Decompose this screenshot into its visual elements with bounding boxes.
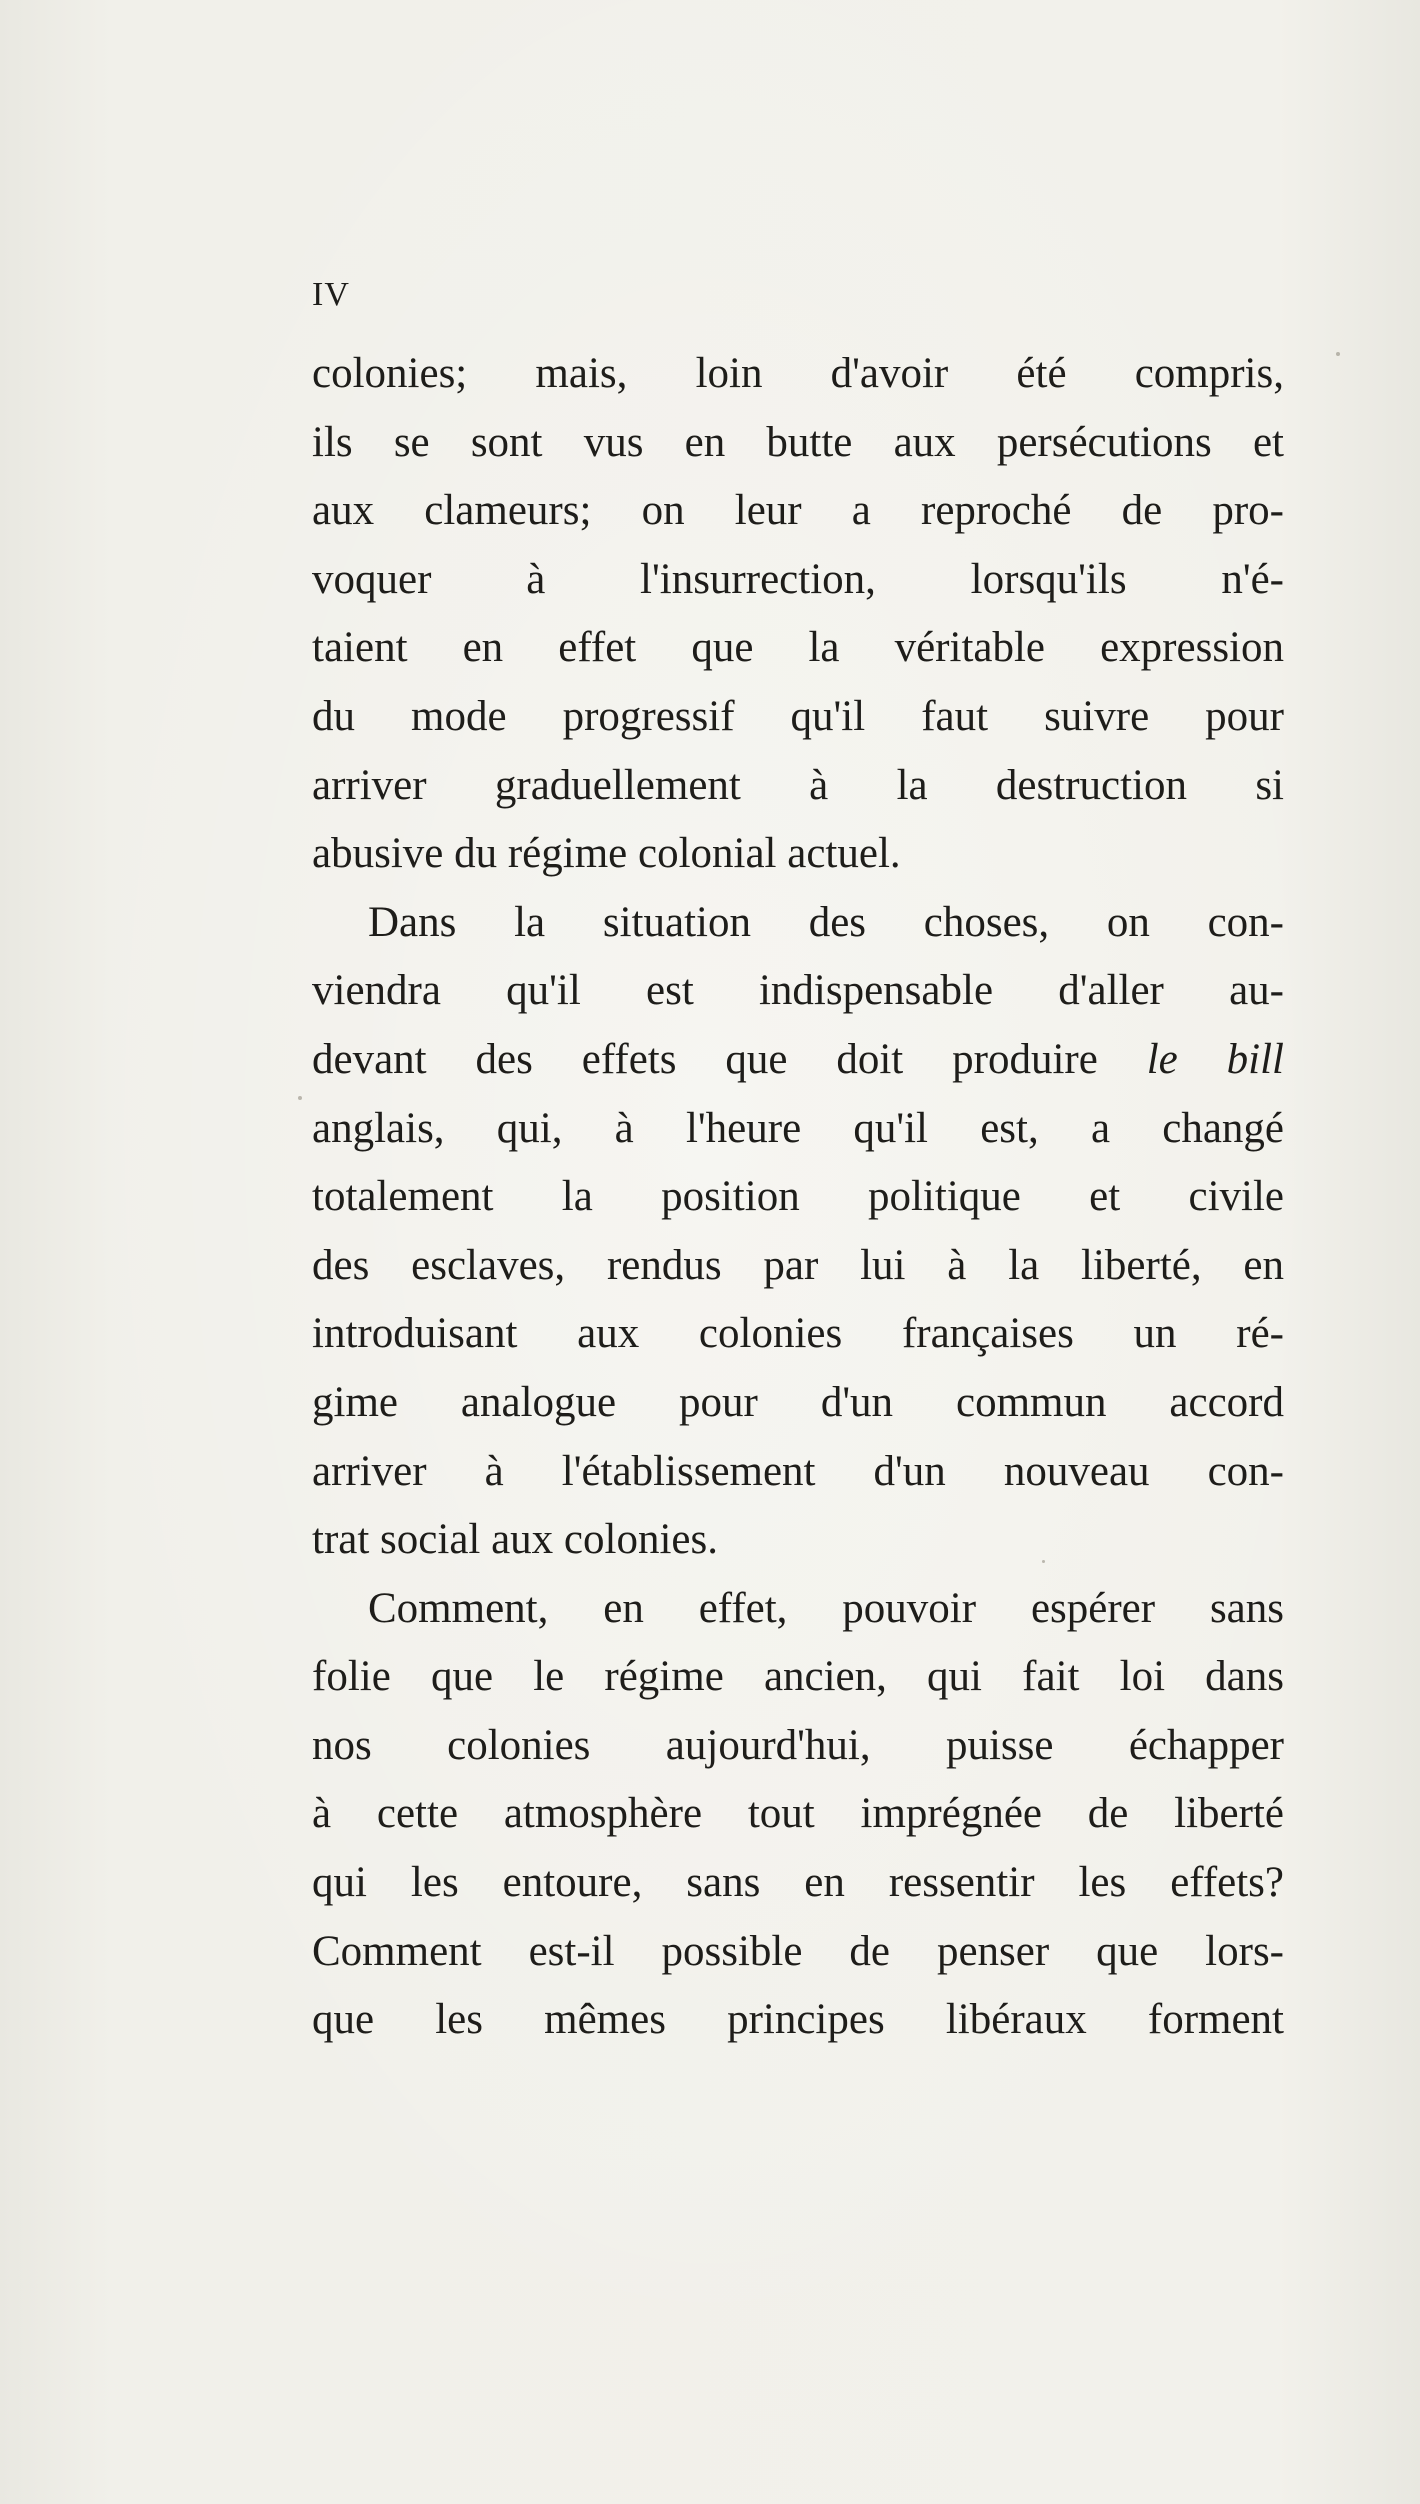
text-line: du mode progressif qu'il faut suivre pour bbox=[312, 692, 1284, 740]
text-line: Dans la situation des choses, on con- bbox=[368, 898, 1284, 946]
text-line: introduisant aux colonies françaises un ré- bbox=[312, 1310, 1284, 1358]
text-line: taient en effet que la véritable expression bbox=[312, 624, 1284, 672]
text-line: totalement la position politique et civile bbox=[312, 1173, 1284, 1221]
text-line: ils se sont vus en butte aux persécutions et bbox=[312, 418, 1284, 466]
text-line: viendra qu'il est indispensable d'aller au- bbox=[312, 967, 1284, 1015]
body-text bbox=[312, 340, 1284, 2055]
paragraph-1 bbox=[312, 340, 1284, 889]
text-line: à cette atmosphère tout imprégnée de liberté bbox=[312, 1790, 1284, 1838]
paragraph-2 bbox=[312, 889, 1284, 1575]
text-line: abusive du régime colonial actuel. bbox=[312, 830, 901, 878]
text-line: aux clameurs; on leur a reproché de pro- bbox=[312, 487, 1284, 535]
text-line: que les mêmes principes libéraux forment bbox=[312, 1996, 1284, 2044]
text-line: nos colonies aujourd'hui, puisse échapper bbox=[312, 1721, 1284, 1769]
text-line: qui les entoure, sans en ressentir les effets? bbox=[312, 1859, 1284, 1907]
text-line-with-italic bbox=[312, 1026, 1284, 1095]
text-line: anglais, qui, à l'heure qu'il est, a changé bbox=[312, 1104, 1284, 1152]
text-line: gime analogue pour d'un commun accord bbox=[312, 1378, 1284, 1426]
paragraph-3 bbox=[312, 1575, 1284, 2055]
paper-speck bbox=[1336, 352, 1340, 356]
italic-term: le bill bbox=[1146, 1035, 1284, 1083]
text-line: folie que le régime ancien, qui fait loi dans bbox=[312, 1653, 1284, 1701]
page-number: IV bbox=[312, 276, 350, 313]
text-segment: devant des effets que doit produire bbox=[312, 1035, 1098, 1083]
text-line: arriver à l'établissement d'un nouveau con- bbox=[312, 1447, 1284, 1495]
text-line: Comment, en effet, pouvoir espérer sans bbox=[368, 1584, 1284, 1632]
text-line: trat social aux colonies. bbox=[312, 1516, 718, 1564]
text-line: des esclaves, rendus par lui à la liberté, en bbox=[312, 1241, 1284, 1289]
text-line: Comment est-il possible de penser que lors- bbox=[312, 1927, 1284, 1975]
text-line: arriver graduellement à la destruction si bbox=[312, 761, 1284, 809]
text-line: colonies; mais, loin d'avoir été compris, bbox=[312, 350, 1284, 397]
paper-speck bbox=[298, 1096, 302, 1100]
text-line: voquer à l'insurrection, lorsqu'ils n'é- bbox=[312, 555, 1284, 603]
